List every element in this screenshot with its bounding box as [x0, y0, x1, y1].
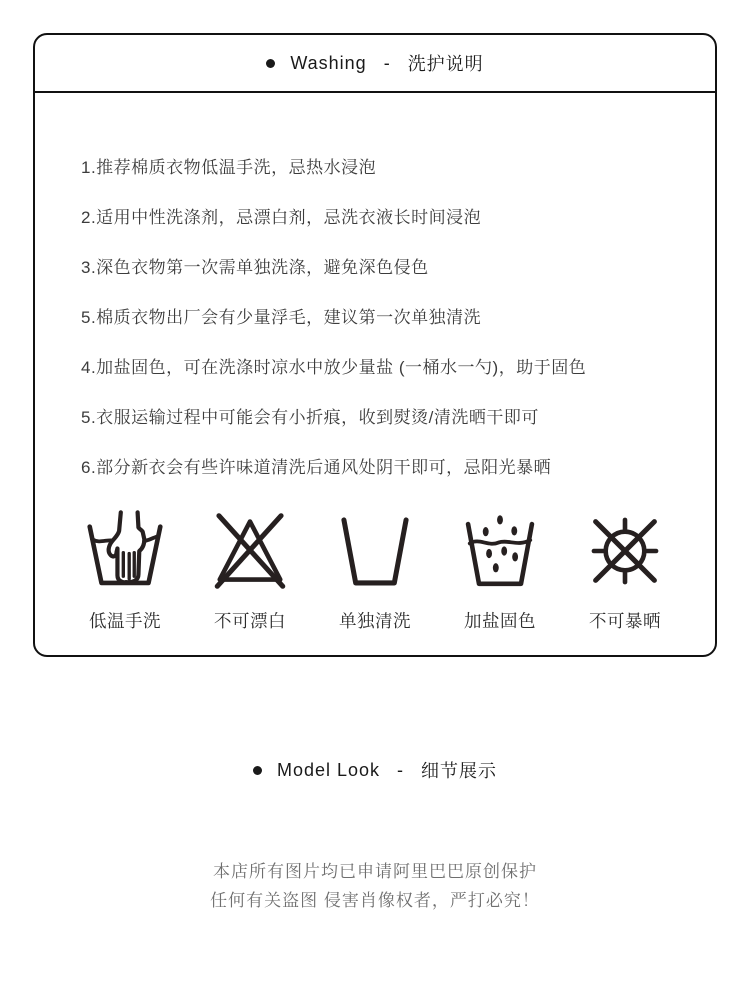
- bullet-dot-icon: [253, 766, 262, 775]
- care-icon-no-sun: [581, 509, 669, 633]
- copyright-notice-line1: 本店所有图片均已申请阿里巴巴原创保护: [213, 862, 537, 881]
- add-salt-fix-color-icon: [457, 509, 543, 593]
- no-sun-exposure-icon: [582, 509, 668, 593]
- copyright-notice: [0, 857, 750, 915]
- instruction-line: 5.衣服运输过程中可能会有小折痕，收到熨烫/清洗晒干即可: [81, 408, 539, 427]
- washing-instructions: [35, 93, 715, 655]
- washing-header-en: Washing: [290, 52, 367, 73]
- washing-header-cn: 洗护说明: [407, 54, 484, 74]
- care-icons-row: [81, 509, 669, 633]
- care-icon-wash-separately: [331, 509, 419, 633]
- model-look-header-dash: -: [397, 759, 405, 780]
- care-icon-no-bleach: [206, 509, 294, 633]
- care-icon-label: 低温手洗: [89, 611, 161, 631]
- model-look-header-cn: 细节展示: [421, 761, 498, 781]
- care-icon-hand-wash: [81, 509, 169, 633]
- model-look-header-en: Model Look: [276, 759, 381, 780]
- instruction-line: 4.加盐固色，可在洗涤时凉水中放少量盐 (一桶水一勺)，助于固色: [81, 358, 587, 377]
- washing-header: [35, 35, 715, 93]
- care-icon-label: 单独清洗: [339, 611, 411, 631]
- instruction-line: 2.适用中性洗涤剂，忌漂白剂，忌洗衣液长时间浸泡: [81, 208, 482, 227]
- care-icon-label: 加盐固色: [464, 611, 536, 631]
- instruction-line: 6.部分新衣会有些许味道清洗后通风处阴干即可，忌阳光暴晒: [81, 458, 552, 477]
- model-look-header: [0, 757, 750, 783]
- care-icon-label: 不可漂白: [214, 611, 286, 631]
- copyright-notice-line2: 任何有关盗图 侵害肖像权者，严打必究！: [210, 891, 540, 910]
- wash-separately-icon: [332, 509, 418, 593]
- instruction-line: 3.深色衣物第一次需单独洗涤，避免深色侵色: [81, 258, 429, 277]
- instruction-line: 1.推荐棉质衣物低温手洗，忌热水浸泡: [81, 158, 377, 177]
- care-icon-add-salt: [456, 509, 544, 633]
- hand-wash-icon: [82, 509, 168, 593]
- bullet-dot-icon: [266, 59, 275, 68]
- washing-header-dash: -: [383, 52, 391, 73]
- washing-care-box: [33, 33, 717, 657]
- care-icon-label: 不可暴晒: [589, 611, 661, 631]
- no-bleach-icon: [207, 509, 293, 593]
- instruction-line: 5.棉质衣物出厂会有少量浮毛，建议第一次单独清洗: [81, 308, 482, 327]
